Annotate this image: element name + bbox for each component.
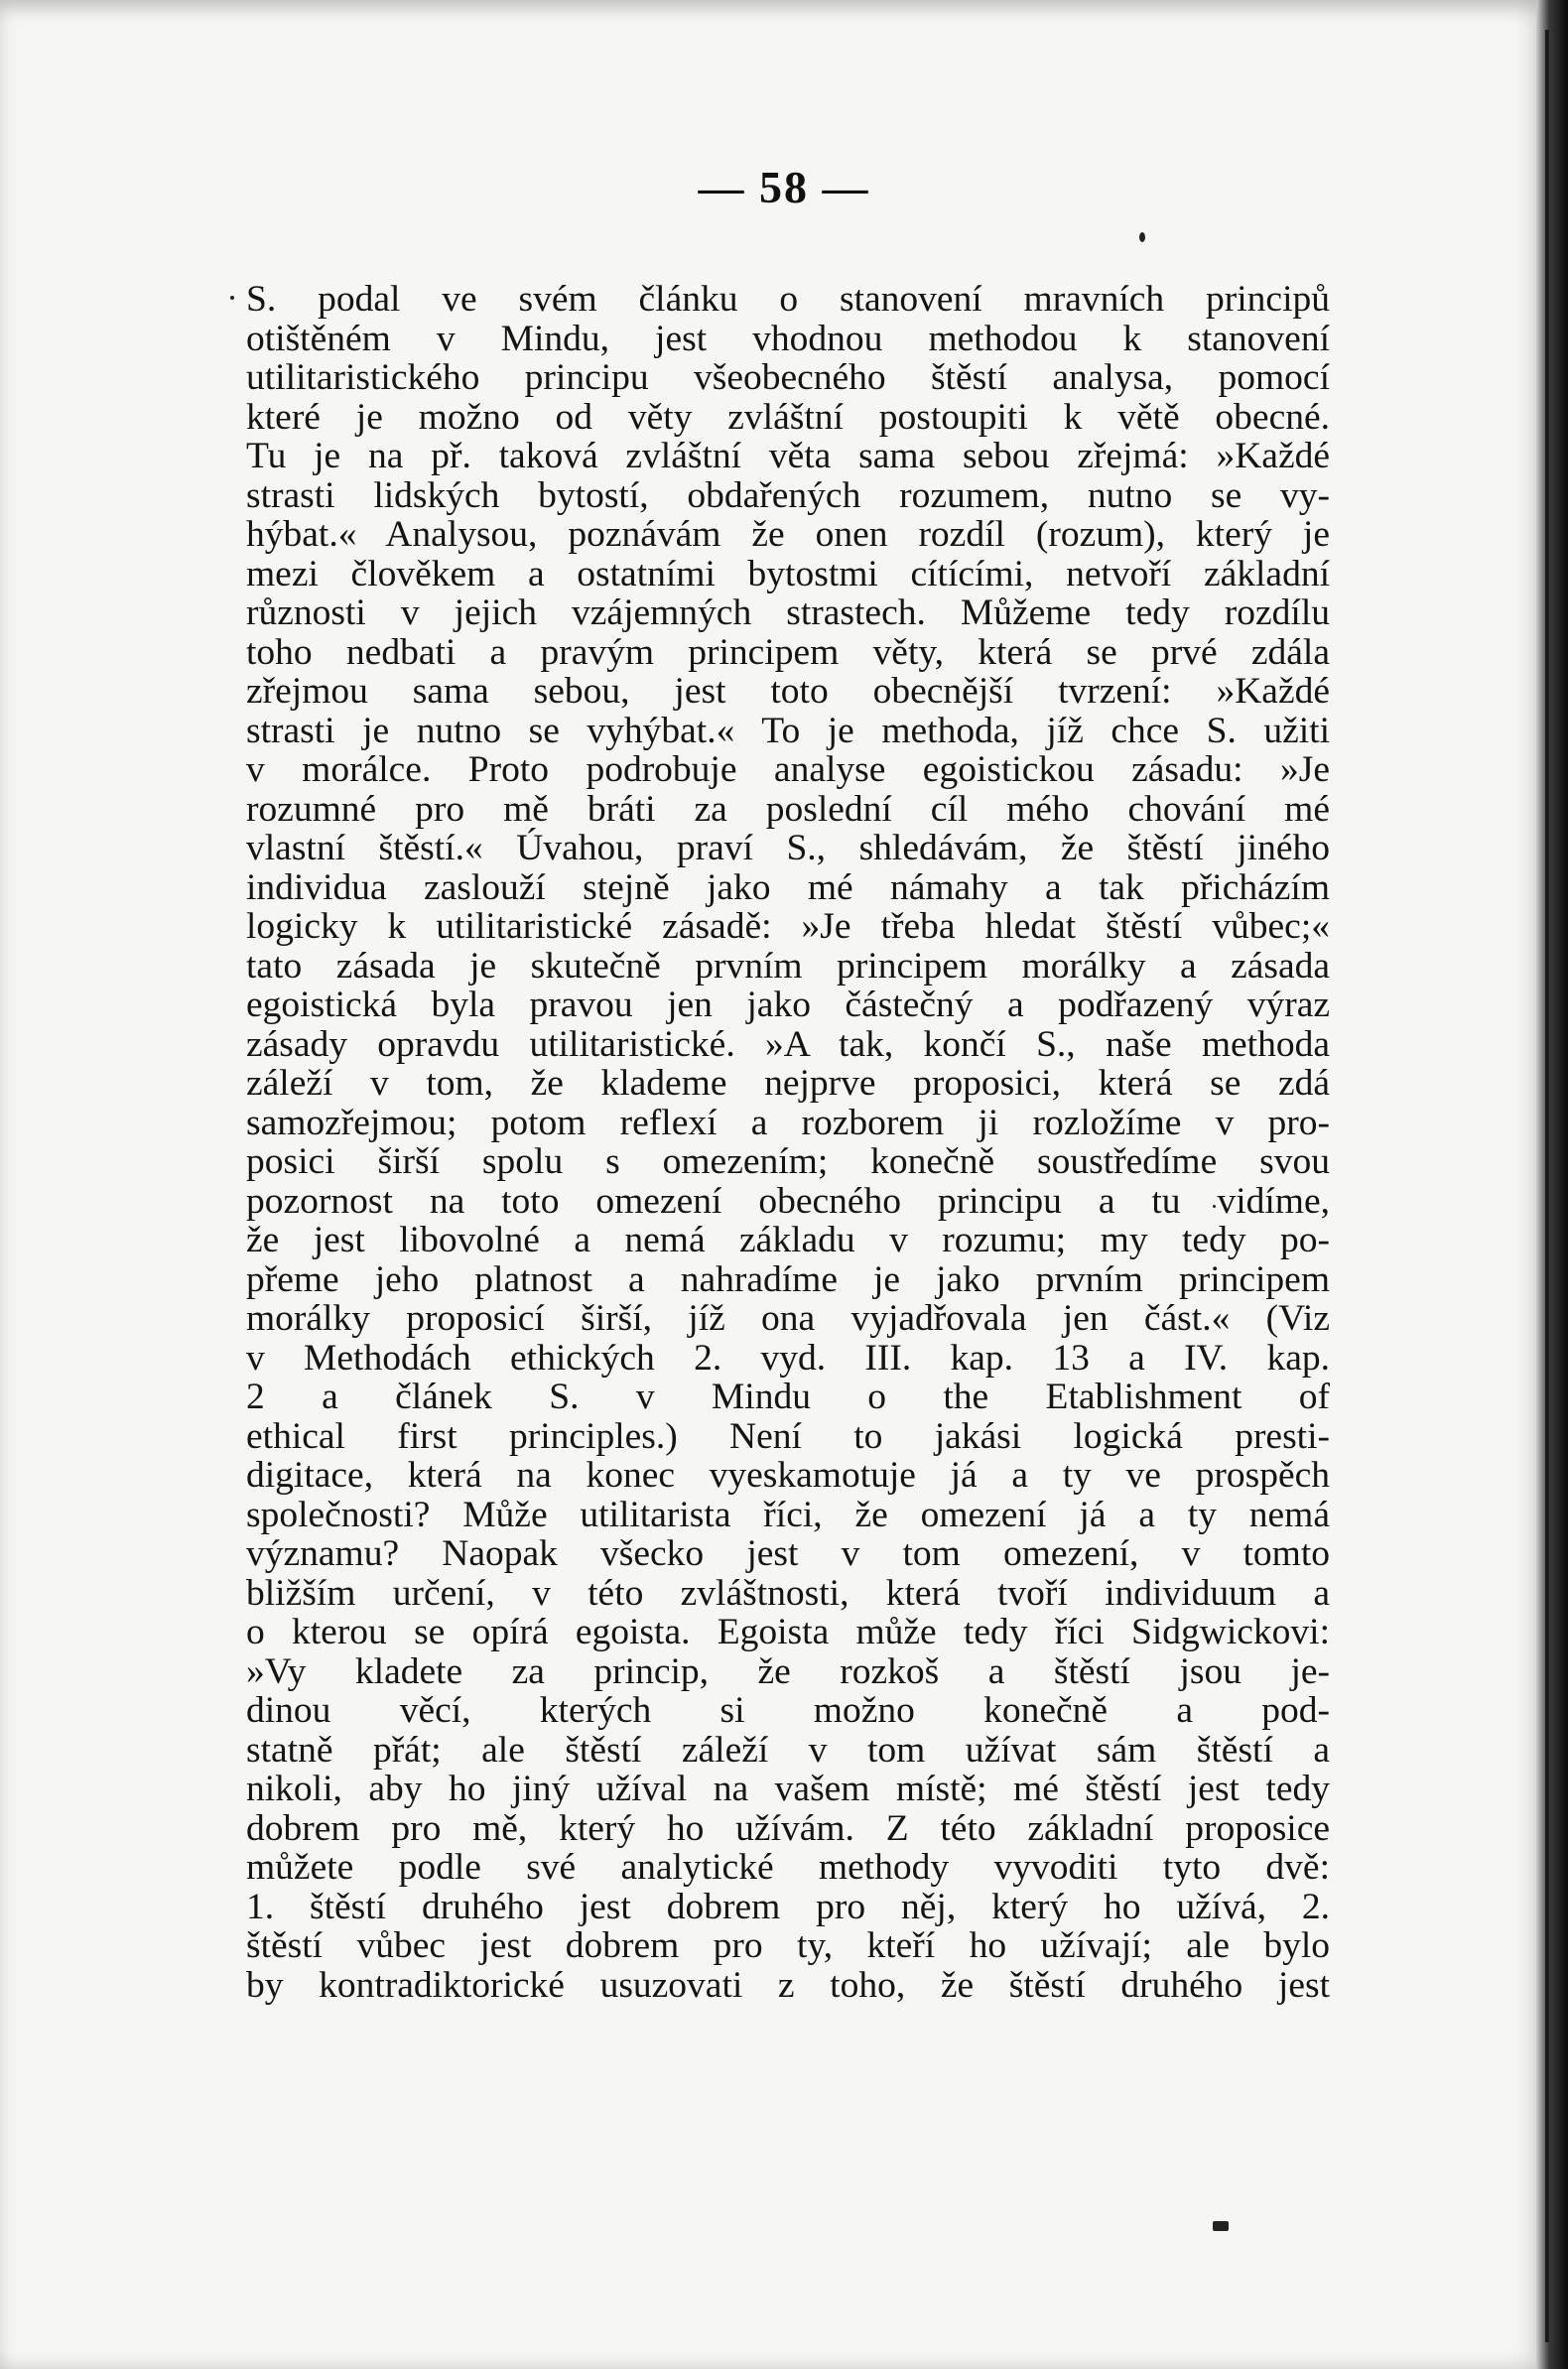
text-line: morálky proposicí širší, jíž ona vyjadřovala jen část.« (Viz: [246, 1298, 1330, 1339]
text-line: tato zásada je skutečně prvním principem morálky a zásada: [246, 945, 1330, 987]
text-line: rozumné pro mě bráti za poslední cíl mého chování mé: [246, 788, 1330, 830]
text-line: 1. štěstí druhého jest dobrem pro něj, který ho užívá, 2.: [246, 1886, 1330, 1927]
text-line: štěstí vůbec jest dobrem pro ty, kteří ho užívají; ale bylo: [246, 1925, 1330, 1966]
text-line: individua zaslouží stejně jako mé námahy a tak přicházím: [246, 866, 1330, 908]
text-line: záleží v tom, že klademe nejprve proposici, která se zdá: [246, 1063, 1330, 1104]
text-line: posici širší spolu s omezením; konečně soustředíme svou: [246, 1141, 1330, 1182]
text-line: ethical first principles.) Není to jakási logická presti-: [246, 1415, 1330, 1457]
text-line: strasti je nutno se vyhýbat.« To je methoda, jíž chce S. užiti: [246, 710, 1330, 751]
text-line: přeme jeho platnost a nahradíme je jako prvním principem: [246, 1258, 1330, 1300]
ink-speck: [1139, 232, 1145, 242]
text-line: které je možno od věty zvláštní postoupiti k větě obecné.: [246, 396, 1330, 438]
text-line: samozřejmou; potom reflexí a rozborem ji rozložíme v pro-: [246, 1102, 1330, 1143]
body-text: [246, 280, 1330, 2005]
page-edge-line: [1545, 30, 1549, 2342]
text-line: že jest libovolné a nemá základu v rozumu; my tedy po-: [246, 1220, 1330, 1260]
text-line: různosti v jejich vzájemných strastech. Můžeme tedy rozdílu: [246, 592, 1330, 633]
text-line: otištěném v Mindu, jest vhodnou methodou k stanovení: [246, 318, 1330, 359]
text-line: »Vy kladete za princip, že rozkoš a štěstí jsou je-: [246, 1650, 1330, 1692]
text-line: utilitaristického principu všeobecného štěstí analysa, pomocí: [246, 357, 1330, 398]
text-line: významu? Naopak všecko jest v tom omezení, v tomto: [246, 1533, 1330, 1574]
text-line: zásady opravdu utilitaristické. »A tak, končí S., naše methoda: [246, 1023, 1330, 1065]
text-line: vlastní štěstí.« Úvahou, praví S., shledávám, že štěstí jiného: [246, 828, 1330, 868]
text-line: bližším určení, v této zvláštnosti, která tvoří individuum a: [246, 1572, 1330, 1614]
text-line: Tu je na př. taková zvláštní věta sama sebou zřejmá: »Každé: [246, 436, 1330, 476]
ink-speck: [1213, 2221, 1229, 2231]
text-line: v morálce. Proto podrobuje analyse egoistickou zásadu: »Je: [246, 749, 1330, 790]
text-line: nikoli, aby ho jiný užíval na vašem místě; mé štěstí jest tedy: [246, 1769, 1330, 1809]
book-binding-edge: [1536, 0, 1568, 2369]
text-line: S. podal ve svém článku o stanovení mravních principů: [246, 279, 1330, 320]
text-line: statně přát; ale štěstí záleží v tom užívat sám štěstí a: [246, 1729, 1330, 1771]
text-line: toho nedbati a pravým principem věty, která se prvé zdála: [246, 631, 1330, 673]
text-line: zřejmou sama sebou, jest toto obecnější tvrzení: »Každé: [246, 671, 1330, 712]
text-line: logicky k utilitaristické zásadě: »Je třeba hledat štěstí vůbec;«: [246, 906, 1330, 947]
text-line: o kterou se opírá egoista. Egoista může tedy říci Sidgwickovi:: [246, 1612, 1330, 1652]
text-line: digitace, která na konec vyeskamotuje já a ty ve prospěch: [246, 1455, 1330, 1496]
text-line: dinou věcí, kterých si možno konečně a pod-: [246, 1690, 1330, 1731]
text-line: by kontradiktorické usuzovati z toho, že štěstí druhého jest: [246, 1964, 1330, 2006]
text-line: společnosti? Může utilitarista říci, že omezení já a ty nemá: [246, 1494, 1330, 1535]
text-line: mezi člověkem a ostatními bytostmi cítícími, netvoří základní: [246, 553, 1330, 594]
ink-speck: [230, 296, 234, 300]
text-line: strasti lidských bytostí, obdařených rozumem, nutno se vy-: [246, 474, 1330, 516]
page-number: — 58 —: [698, 162, 870, 212]
text-line: hýbat.« Analysou, poznávám že onen rozdíl (rozum), který je: [246, 514, 1330, 555]
text-line: pozornost na toto omezení obecného principu a tu vidíme,: [246, 1180, 1330, 1222]
text-line: egoistická byla pravou jen jako částečný a podřazený výraz: [246, 985, 1330, 1025]
text-line: v Methodách ethických 2. vyd. III. kap. 13 a IV. kap.: [246, 1337, 1330, 1379]
text-line: můžete podle své analytické methody vyvoditi tyto dvě:: [246, 1847, 1330, 1888]
text-line: dobrem pro mě, který ho užívám. Z této základní proposice: [246, 1807, 1330, 1849]
text-line: 2 a článek S. v Mindu o the Etablishment of: [246, 1377, 1330, 1417]
